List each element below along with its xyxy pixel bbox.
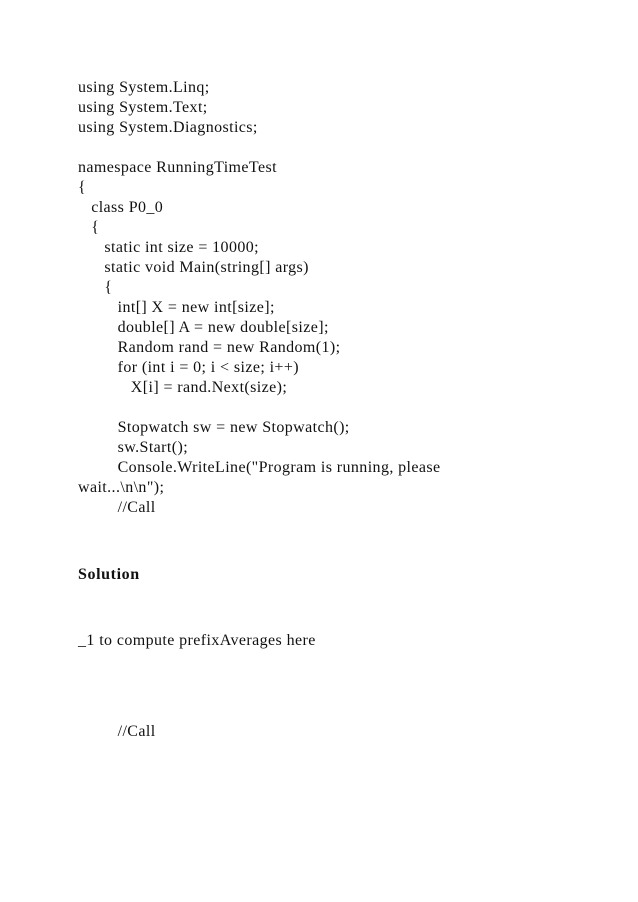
code-line: X[i] = rand.Next(size); xyxy=(78,379,288,396)
code-line: static int size = 10000; xyxy=(78,239,259,256)
solution-heading: Solution xyxy=(78,566,140,583)
code-line: class P0_0 xyxy=(78,199,164,216)
code-line: for (int i = 0; i < size; i++) xyxy=(78,359,299,376)
code-line: using System.Linq; xyxy=(78,79,210,96)
code-line: namespace RunningTimeTest xyxy=(78,159,277,176)
code-line: //Call xyxy=(78,499,156,516)
code-line: using System.Text; xyxy=(78,99,208,116)
code-line: double[] A = new double[size]; xyxy=(78,319,329,336)
code-line: static void Main(string[] args) xyxy=(78,259,309,276)
code-line: Console.WriteLine("Program is running, please xyxy=(78,459,441,476)
code-line-call: //Call xyxy=(78,723,156,740)
code-line: int[] X = new int[size]; xyxy=(78,299,275,316)
code-line: sw.Start(); xyxy=(78,439,189,456)
code-line: { xyxy=(78,179,87,196)
solution-text: _1 to compute prefixAverages here xyxy=(78,632,316,649)
code-line: { xyxy=(78,279,113,296)
code-line: using System.Diagnostics; xyxy=(78,119,258,136)
code-line: Random rand = new Random(1); xyxy=(78,339,341,356)
code-line: wait...\n\n"); xyxy=(78,479,165,496)
code-line: { xyxy=(78,219,100,236)
code-line: Stopwatch sw = new Stopwatch(); xyxy=(78,419,350,436)
